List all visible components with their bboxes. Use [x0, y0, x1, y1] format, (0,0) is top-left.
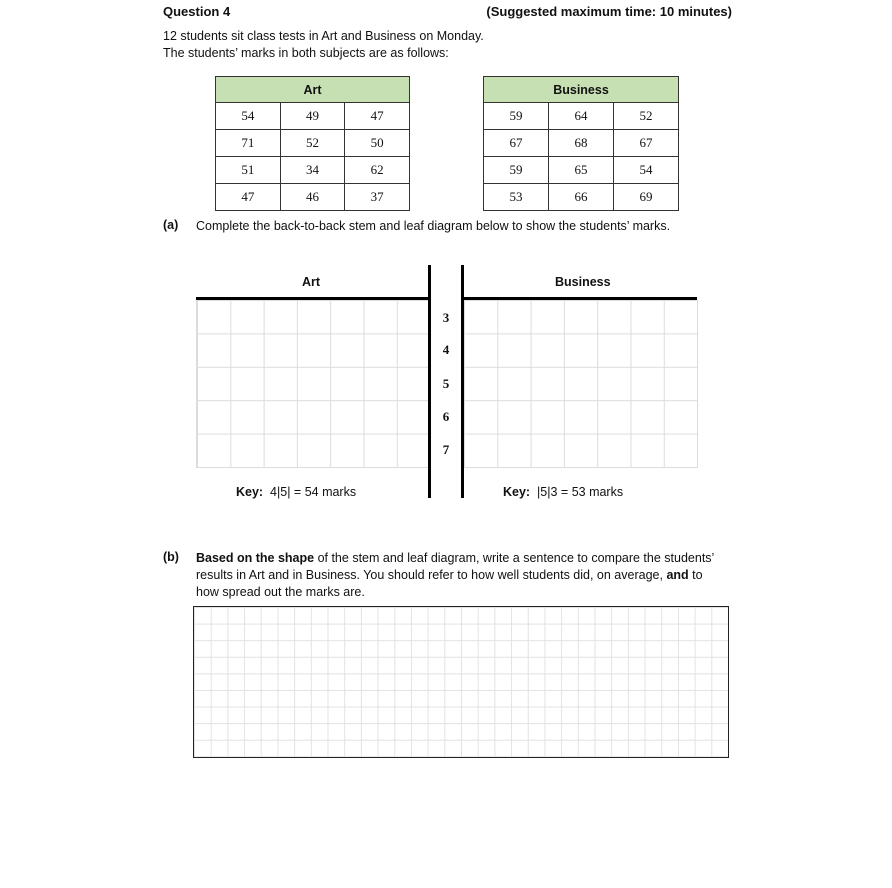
- table-cell: 49: [280, 103, 345, 130]
- table-cell: 66: [549, 184, 614, 211]
- table-cell: 62: [345, 157, 410, 184]
- table-row: [216, 130, 410, 157]
- question-intro: [163, 28, 484, 62]
- stem-divider-left: [428, 265, 431, 498]
- table-row: [216, 103, 410, 130]
- art-key: [236, 485, 356, 499]
- table-cell: 59: [484, 157, 549, 184]
- business-leaf-grid[interactable]: [464, 300, 698, 468]
- table-cell: 51: [216, 157, 281, 184]
- table-row: [484, 103, 679, 130]
- table-cell: 46: [280, 184, 345, 211]
- business-key-label: Key:: [503, 485, 531, 499]
- right-header-rule: [462, 297, 697, 300]
- stem-value: 4: [442, 342, 450, 357]
- answer-box[interactable]: [193, 606, 729, 758]
- table-row: [216, 157, 410, 184]
- table-cell: 67: [614, 130, 679, 157]
- business-key-value: |5|3 = 53 marks: [537, 485, 624, 499]
- table-cell: 34: [280, 157, 345, 184]
- question-title: Question 4: [163, 4, 231, 19]
- part-b-bold-1: Based on the shape: [196, 551, 315, 565]
- stem-value: 7: [442, 442, 450, 457]
- part-b-bold-2: and: [666, 568, 689, 582]
- stem-leaf-left-header: Art: [302, 275, 321, 289]
- table-cell: 68: [549, 130, 614, 157]
- business-marks-table: [483, 76, 679, 211]
- part-b-text-2b: to: [688, 568, 703, 582]
- table-cell: 67: [484, 130, 549, 157]
- left-header-rule: [196, 297, 430, 300]
- part-a-label: (a): [163, 218, 179, 232]
- art-key-value: 4|5| = 54 marks: [270, 485, 357, 499]
- part-b-label: (b): [163, 550, 179, 564]
- table-cell: 50: [345, 130, 410, 157]
- business-table-header: Business: [484, 77, 679, 103]
- art-table-header: Art: [216, 77, 410, 103]
- table-row: [216, 184, 410, 211]
- table-cell: 47: [345, 103, 410, 130]
- table-cell: 52: [614, 103, 679, 130]
- part-b-text-1: of the stem and leaf diagram, write a sentence to compare the students’: [314, 551, 715, 565]
- table-row: [484, 130, 679, 157]
- table-cell: 37: [345, 184, 410, 211]
- table-cell: 53: [484, 184, 549, 211]
- table-cell: 69: [614, 184, 679, 211]
- stem-value: 5: [442, 376, 450, 391]
- table-cell: 64: [549, 103, 614, 130]
- stem-value: 6: [442, 409, 450, 424]
- table-cell: 65: [549, 157, 614, 184]
- table-cell: 54: [216, 103, 281, 130]
- part-b-text: [196, 550, 756, 601]
- part-b-text-3: how spread out the marks are.: [196, 585, 365, 599]
- table-row: [484, 184, 679, 211]
- stem-leaf-right-header: Business: [555, 275, 611, 289]
- intro-line-1: 12 students sit class tests in Art and Business on Monday.: [163, 29, 484, 43]
- part-b-text-2: results in Art and in Business. You should refer to how well students did, on average,: [196, 568, 667, 582]
- table-row: [484, 157, 679, 184]
- suggested-time: (Suggested maximum time: 10 minutes): [486, 4, 732, 19]
- intro-line-2: The students’ marks in both subjects are as follows:: [163, 46, 449, 60]
- table-cell: 71: [216, 130, 281, 157]
- table-cell: 59: [484, 103, 549, 130]
- art-key-label: Key:: [236, 485, 264, 499]
- art-leaf-grid[interactable]: [196, 300, 429, 468]
- table-cell: 52: [280, 130, 345, 157]
- art-marks-table: [215, 76, 410, 211]
- part-a-text: Complete the back-to-back stem and leaf diagram below to show the students’ marks.: [196, 219, 671, 233]
- table-cell: 47: [216, 184, 281, 211]
- stem-divider-right: [461, 265, 464, 498]
- business-key: [503, 485, 623, 499]
- table-cell: 54: [614, 157, 679, 184]
- stem-value: 3: [442, 310, 450, 325]
